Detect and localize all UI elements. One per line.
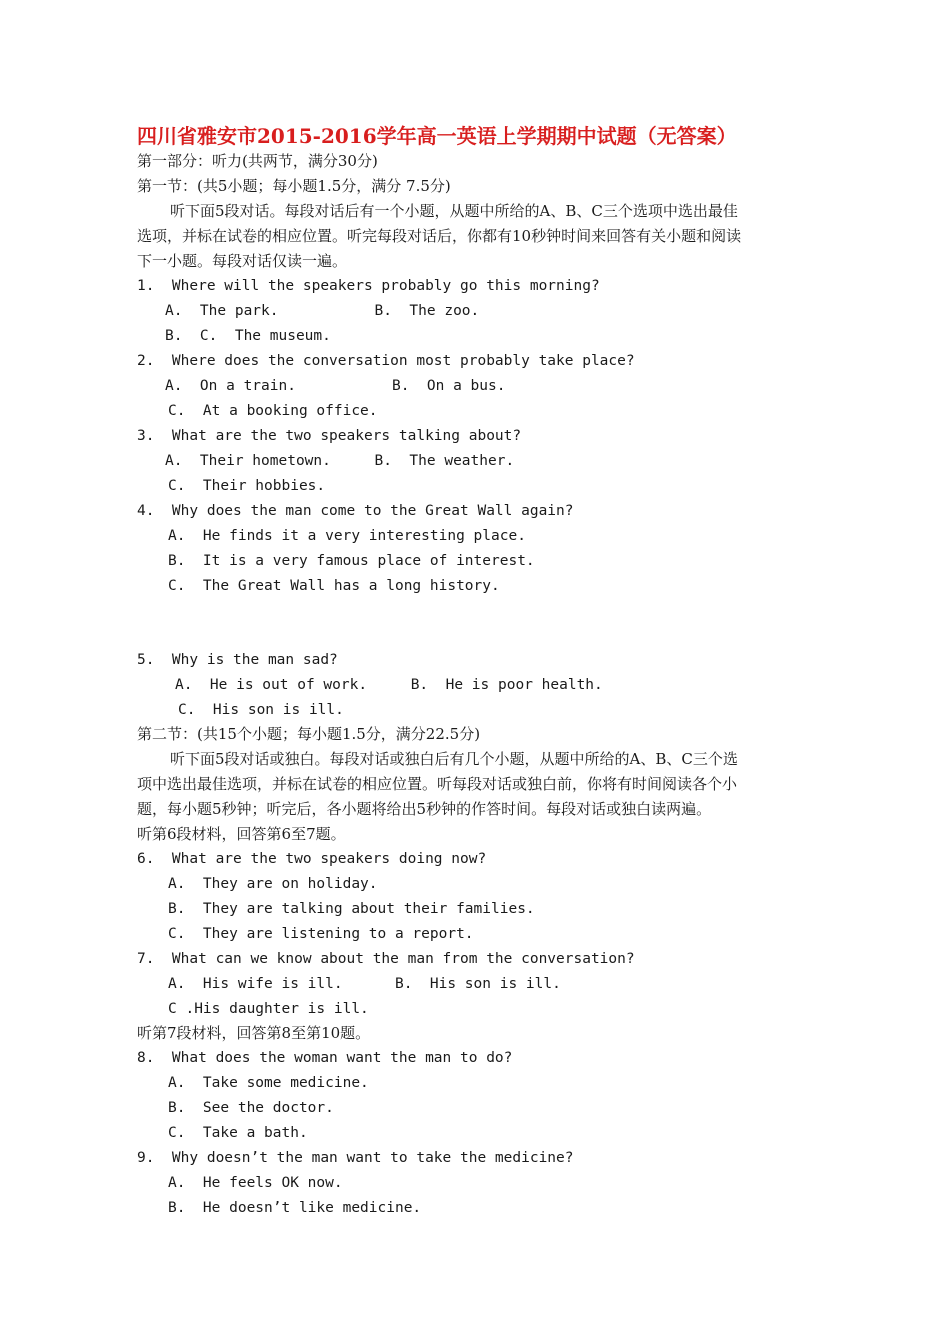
q8-option-c: C. Take a bath. — [168, 1125, 308, 1141]
q6-option-b: B. They are talking about their families. — [168, 901, 535, 917]
q5-option-c: C. His son is ill. — [178, 702, 344, 718]
q3-option-c: C. Their hobbies. — [168, 478, 326, 494]
question-8: 8. What does the woman want the man to do? — [137, 1050, 513, 1066]
question-4: 4. Why does the man come to the Great Wall again? — [137, 503, 574, 519]
section1-heading: 第一节：(共5小题；每小题1.5分，满分 7.5分) — [137, 177, 451, 195]
question-3: 3. What are the two speakers talking about? — [137, 428, 522, 444]
question-5: 5. Why is the man sad? — [137, 652, 338, 668]
section2-instr-2: 项中选出最佳选项，并标在试卷的相应位置。听每段对话或独白前，你将有时间阅读各个小 — [137, 775, 738, 793]
q4-option-c: C. The Great Wall has a long history. — [168, 578, 500, 594]
q9-option-a: A. He feels OK now. — [168, 1175, 343, 1191]
page-title: 四川省雅安市2015-2016学年高一英语上学期期中试题（无答案） — [137, 124, 737, 148]
q4-option-a: A. He finds it a very interesting place. — [168, 528, 526, 544]
q4-option-b: B. It is a very famous place of interest. — [168, 553, 535, 569]
question-2: 2. Where does the conversation most probably take place? — [137, 353, 635, 369]
question-7: 7. What can we know about the man from the conversation? — [137, 951, 635, 967]
q6-option-c: C. They are listening to a report. — [168, 926, 474, 942]
q9-option-b: B. He doesn’t like medicine. — [168, 1200, 422, 1216]
section1-instr-2: 选项，并标在试卷的相应位置。听完每段对话后，你都有10秒钟时间来回答有关小题和阅读 — [137, 227, 742, 245]
q1-options-ab: A. The park. B. The zoo. — [165, 303, 480, 319]
q3-options-ab: A. Their hometown. B. The weather. — [165, 453, 515, 469]
section2-heading: 第二节：(共15个小题；每小题1.5分，满分22.5分) — [137, 725, 481, 743]
question-9: 9. Why doesn’t the man want to take the medicine? — [137, 1150, 574, 1166]
q6-option-a: A. They are on holiday. — [168, 876, 378, 892]
q2-options-ab: A. On a train. B. On a bus. — [165, 378, 506, 394]
section2-instr-1: 听下面5段对话或独白。每段对话或独白后有几个小题，从题中所给的A、B、C三个选 — [170, 750, 738, 768]
q2-option-c: C. At a booking office. — [168, 403, 378, 419]
q7-option-c: C .His daughter is ill. — [168, 1001, 369, 1017]
q1-option-c: B. C. The museum. — [165, 328, 331, 344]
q7-options-ab: A. His wife is ill. B. His son is ill. — [168, 976, 561, 992]
section1-instr-3: 下一小题。每段对话仅读一遍。 — [137, 252, 348, 270]
section1-instr-1: 听下面5段对话。每段对话后有一个小题，从题中所给的A、B、C三个选项中选出最佳 — [170, 202, 738, 220]
material-7-heading: 听第7段材料，回答第8至第10题。 — [137, 1024, 371, 1042]
q8-option-a: A. Take some medicine. — [168, 1075, 369, 1091]
section2-instr-3: 题，每小题5秒钟；听完后，各小题将给出5秒钟的作答时间。每段对话或独白读两遍。 — [137, 800, 712, 818]
material-6-heading: 听第6段材料，回答第6至7题。 — [137, 825, 346, 843]
question-6: 6. What are the two speakers doing now? — [137, 851, 487, 867]
question-1: 1. Where will the speakers probably go this morning? — [137, 278, 600, 294]
part1-heading: 第一部分：听力(共两节，满分30分) — [137, 152, 378, 170]
q8-option-b: B. See the doctor. — [168, 1100, 334, 1116]
q5-options-ab: A. He is out of work. B. He is poor health. — [175, 677, 603, 693]
